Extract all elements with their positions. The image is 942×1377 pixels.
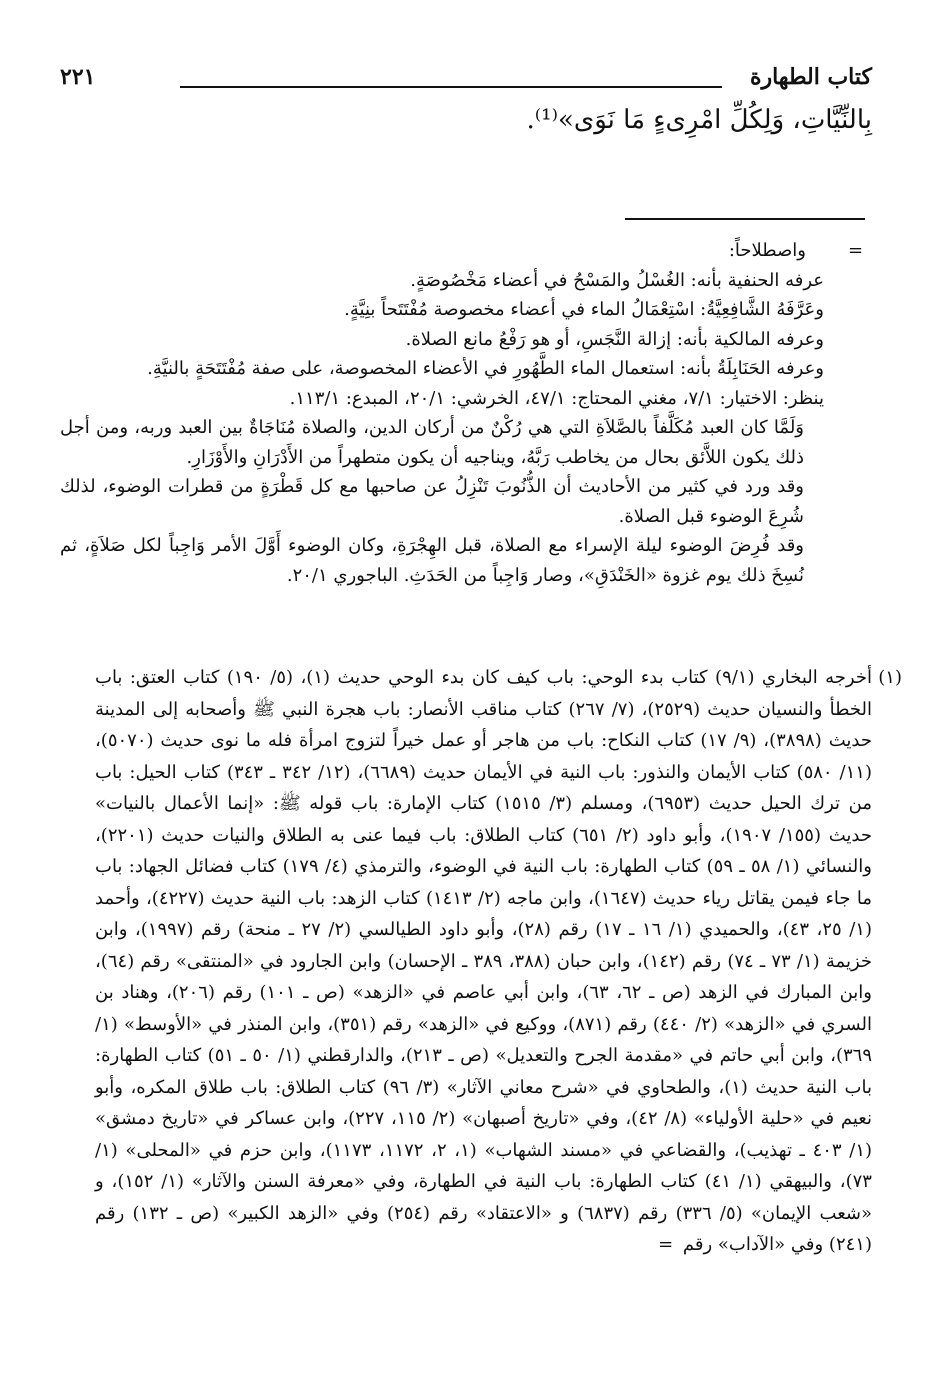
note-line: وقد فُرِضَ الوضوء ليلة الإسراء مع الصلاة، قبل الهِجْرَةِ، وكان الوضوء أَوَّلَ الأمر وَاجِباً لكل صَلاَةٍ، ثم نُسِخَ ذلك يوم غزوة «الخَنْدَقِ»، وصار وَاجِباً من الحَدَثِ. الباجوري ٢٠/١. [60,535,804,586]
note-line: وقد ورد في كثير من الأحاديث أن الذُّنُوبَ تَنْزِلُ عن صاحبها مع كل قَطْرَةٍ من قطرات الوضوء، لذلك شُرِعَ الوضوء قبل الصلاة. [60,476,804,527]
footnote-1 [95,662,902,1261]
continuation-mark: = [848,240,864,261]
page-header [60,62,872,98]
footnote-end-mark: = [658,1234,674,1255]
note-line: ينظر: الاختيار: ٧/١، مغني المحتاج: ٤٧/١، الخرشي: ٢٠/١، المبدع: ١١٣/١. [289,387,824,409]
note-line: وعرفه المالكية بأنه: إزالة النَّجَسِ، أو هو رَفْعُ مانع الصلاة. [405,328,824,350]
footnote-text: أخرجه البخاري (٩/١) كتاب بدء الوحي: باب كيف كان بدء الوحي حديث (١)، (٥/ ١٩٠) كتاب العتق: باب الخطأ والنسيان حديث (٢٥٢٩)، (٧/ ٢٦٧) كتاب مناقب الأنصار: باب هجرة النبي ﷺ وأصحابه إلى المدينة حديث (٣٨٩٨)، (٩/ ١٧) كتاب النكاح: باب من هاجر أو عمل خيراً لتزوج امرأة فله ما نوى حديث (٥٠٧٠)، (١١/ ٥٨٠) كتاب الأيمان والنذور: باب النية في الأيمان حديث (٦٦٨٩)، (١٢/ ٣٤٢ ـ ٣٤٣) كتاب الحيل: باب من ترك الحيل حديث (٦٩٥٣)، ومسلم (٣/ ١٥١٥) كتاب الإمارة: باب قوله ﷺ: «إنما الأعمال بالنيات» حديث (١٥٥/ ١٩٠٧)، وأبو داود (٢/ ٦٥١) كتاب الطلاق: باب فيما عنى به الطلاق والنيات حديث (٢٢٠١)، والنسائي (١/ ٥٨ ـ ٥٩) كتاب الطهارة: باب النية في الوضوء، والترمذي (٤/ ١٧٩) كتاب فضائل الجهاد: باب ما جاء فيمن يقاتل رياء حديث (١٦٤٧)، وابن ماجه (٢/ ١٤١٣) كتاب الزهد: باب النية حديث (٤٢٢٧)، وأحمد (١/ ٢٥، ٤٣)، والحميدي (١/ ١٦ ـ ١٧) رقم (٢٨)، وأبو داود الطيالسي (٢/ ٢٧ ـ منحة) رقم (١٩٩٧)، وابن خزيمة (١/ ٧٣ ـ ٧٤) رقم (١٤٢)، وابن حبان (٣٨٨، ٣٨٩ ـ الإحسان) وابن الجارود في «المنتقى» رقم (٦٤)، وابن المبارك في الزهد (ص ـ ٦٢، ٦٣)، وابن أبي عاصم في «الزهد» (ص ـ ١٠١) رقم (٢٠٦)، وهناد بن السري في «الزهد» (٢/ ٤٤٠) رقم (٨٧١)، ووكيع في «الزهد» رقم (٣٥١)، وابن المنذر في «الأوسط» (١/ ٣٦٩)، وابن أبي حاتم في «مقدمة الجرح والتعديل» (ص ـ ٢١٣)، والدارقطني (١/ ٥٠ ـ ٥١) كتاب الطهارة: باب النية حديث (١)، والطحاوي في «شرح معاني الآثار» (٣/ ٩٦) كتاب الطلاق: باب طلاق المكره، وأبو نعيم في «حلية الأولياء» (٨/ ٤٢)، وفي «تاريخ أصبهان» (٢/ ١١٥، ٢٢٧)، وابن عساكر في «تاريخ دمشق» (١/ ٤٠٣ ـ تهذيب)، والقضاعي في «مسند الشهاب» (١، ٢، ١١٧٢، ١١٧٣)، وابن حزم في «المحلى» (١/ ٧٣)، والبيهقي (١/ ٤١) كتاب الطهارة: باب النية في الطهارة، وفي «معرفة السنن والآثار» (١/ ١٥٢)، و «شعب الإيمان» (٥/ ٣٣٦) رقم (٦٨٣٧) و «الاعتقاد» رقم (٢٥٤) وفي «الزهد الكبير» (ص ـ ١٣٢) رقم (٢٤١) وفي «الآداب» رقم [95,667,873,1255]
note-line: واصطلاحاً: [728,240,806,261]
page-number: ٢٢١ [60,64,96,90]
note-line: وعَرَّفَهُ الشَّافِعِيَّةُ: اسْتِعْمَالُ الماء في أعضاء مخصوصة مُفْتَتَحاً بنِيَّةٍ. [344,299,824,320]
footnote-separator [625,218,865,220]
note-line: وعرفه الحَنَابِلَةُ بأنه: استعمال الماء الطَّهُورِ في الأعضاء المخصوصة، على صفة مُفْتَتَحَةٍ بالنيَّةِ. [147,358,824,379]
chapter-title: كتاب الطهارة [749,64,872,90]
opening-line: بِالنِّيَّاتِ، وَلِكُلِّ امْرِىءٍ مَا نَوَى»⁽¹⁾. [526,105,872,135]
continued-note [60,236,824,590]
note-line: عرفه الحنفية بأنه: الغُسْلُ والمَسْحُ في أعضاء مَخْصُوصَةٍ. [410,269,824,291]
header-rule [180,86,722,88]
note-line: وَلَمَّا كان العبد مُكَلَّفاً بالصَّلاَةِ التي هي رُكْنٌ من أركان الدين، والصلاة مُنَاجَاةٌ بين العبد وربه، ومن أجل ذلك يكون اللاَّئق بحال من يخاطب رَبَّهُ، ويناجيه أن يكون متطهراً من الأَدْرَانِ والأَوْزَارِ. [60,417,804,468]
footnote-number: (١) [878,667,902,688]
